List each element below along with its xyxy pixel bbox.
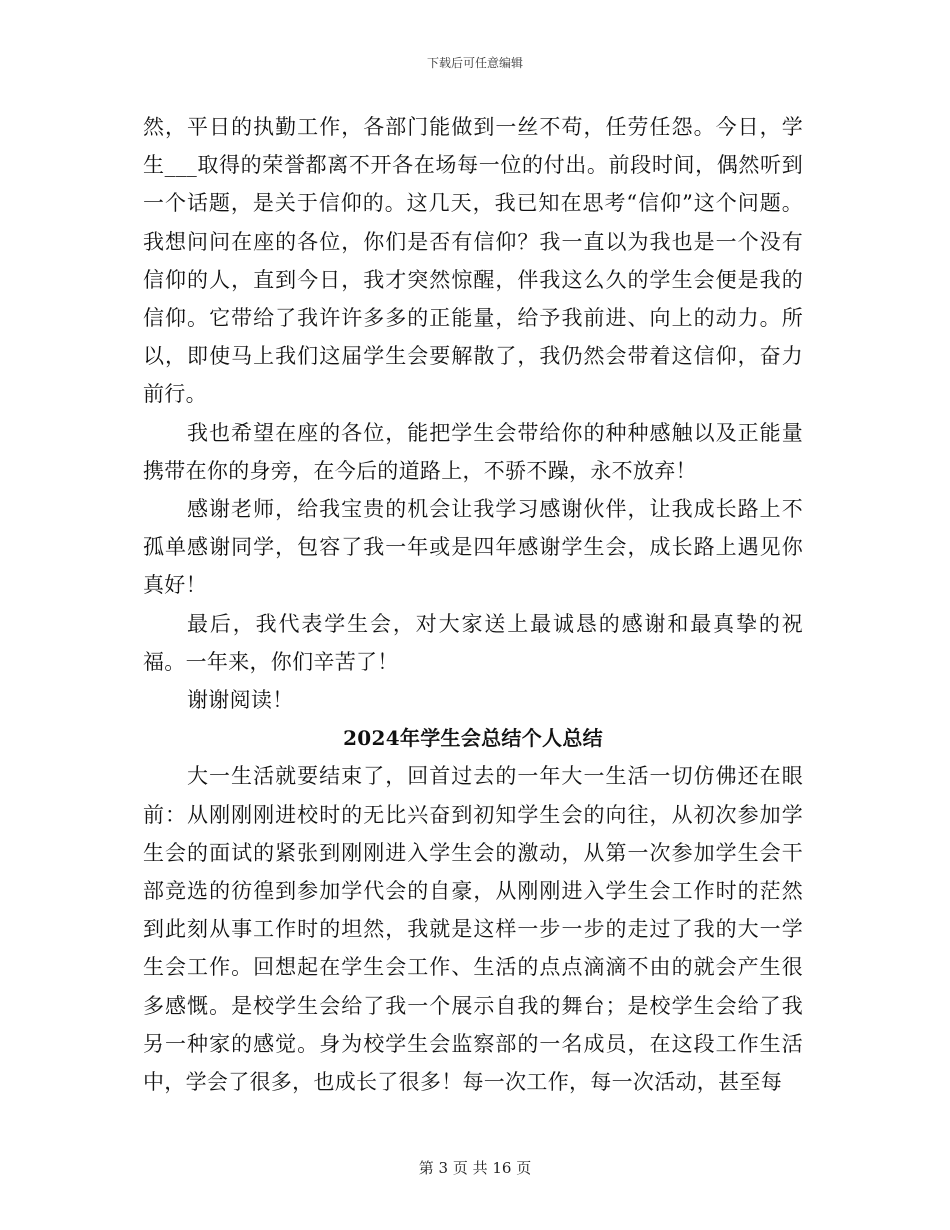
page-footer: 第 3 页 共 16 页 — [418, 1159, 532, 1177]
paragraph-1: 然，平日的执勤工作，各部门能做到一丝不苟，任劳任怨。今日，学生___取得的荣誉都离不开各在场每一位的付出。前段时间，偶然听到一个话题，是关于信仰的。这几天，我已知在思考“信仰”这个问题。我想问问在座的各位，你们是否有信仰？我一直以为我也是一个没有信仰的人，直到今日，我才突然惊醒，伴我这么久的学生会便是我的信仰。它带给了我许许多多的正能量，给予我前进、向上的动力。所以，即使马上我们这届学生会要解散了，我仍然会带着这信仰，奋力前行。 — [143, 115, 803, 407]
section-title: 2024年学生会总结个人总结 — [343, 726, 603, 751]
paragraph-2: 我也希望在座的各位，能把学生会带给你的种种感触以及正能量携带在你的身旁，在今后的道路上，不骄不躁，永不放弃！ — [143, 420, 803, 483]
page-header: 下载后可任意编辑 — [426, 56, 523, 70]
paragraph-6: 大一生活就要结束了，回首过去的一年大一生活一切仿佛还在眼前：从刚刚刚进校时的无比兴奋到初知学生会的向往，从初次参加学生会的面试的紧张到刚刚进入学生会的激动，从第一次参加学生会干部竞选的彷徨到参加学代会的自豪，从刚刚进入学生会工作时的茫然到此刻从事工作时的坦然，我就是这样一步一步的走过了我的大一学生会工作。回想起在学生会工作、生活的点点滴滴不由的就会产生很多感慨。是校学生会给了我一个展示自我的舞台；是校学生会给了我另一种家的感觉。身为校学生会监察部的一名成员，在这段工作生活中，学会了很多，也成长了很多！每一次工作，每一次活动，甚至每 — [143, 764, 803, 1095]
paragraph-5: 谢谢阅读！ — [187, 688, 294, 713]
paragraph-3: 感谢老师，给我宝贵的机会让我学习感谢伙伴，让我成长路上不孤单感谢同学，包容了我一年或是四年感谢学生会，成长路上遇见你真好！ — [143, 497, 803, 598]
document-body — [143, 108, 803, 1101]
paragraph-4: 最后，我代表学生会，对大家送上最诚恳的感谢和最真挚的祝福。一年来，你们辛苦了！ — [143, 611, 803, 674]
